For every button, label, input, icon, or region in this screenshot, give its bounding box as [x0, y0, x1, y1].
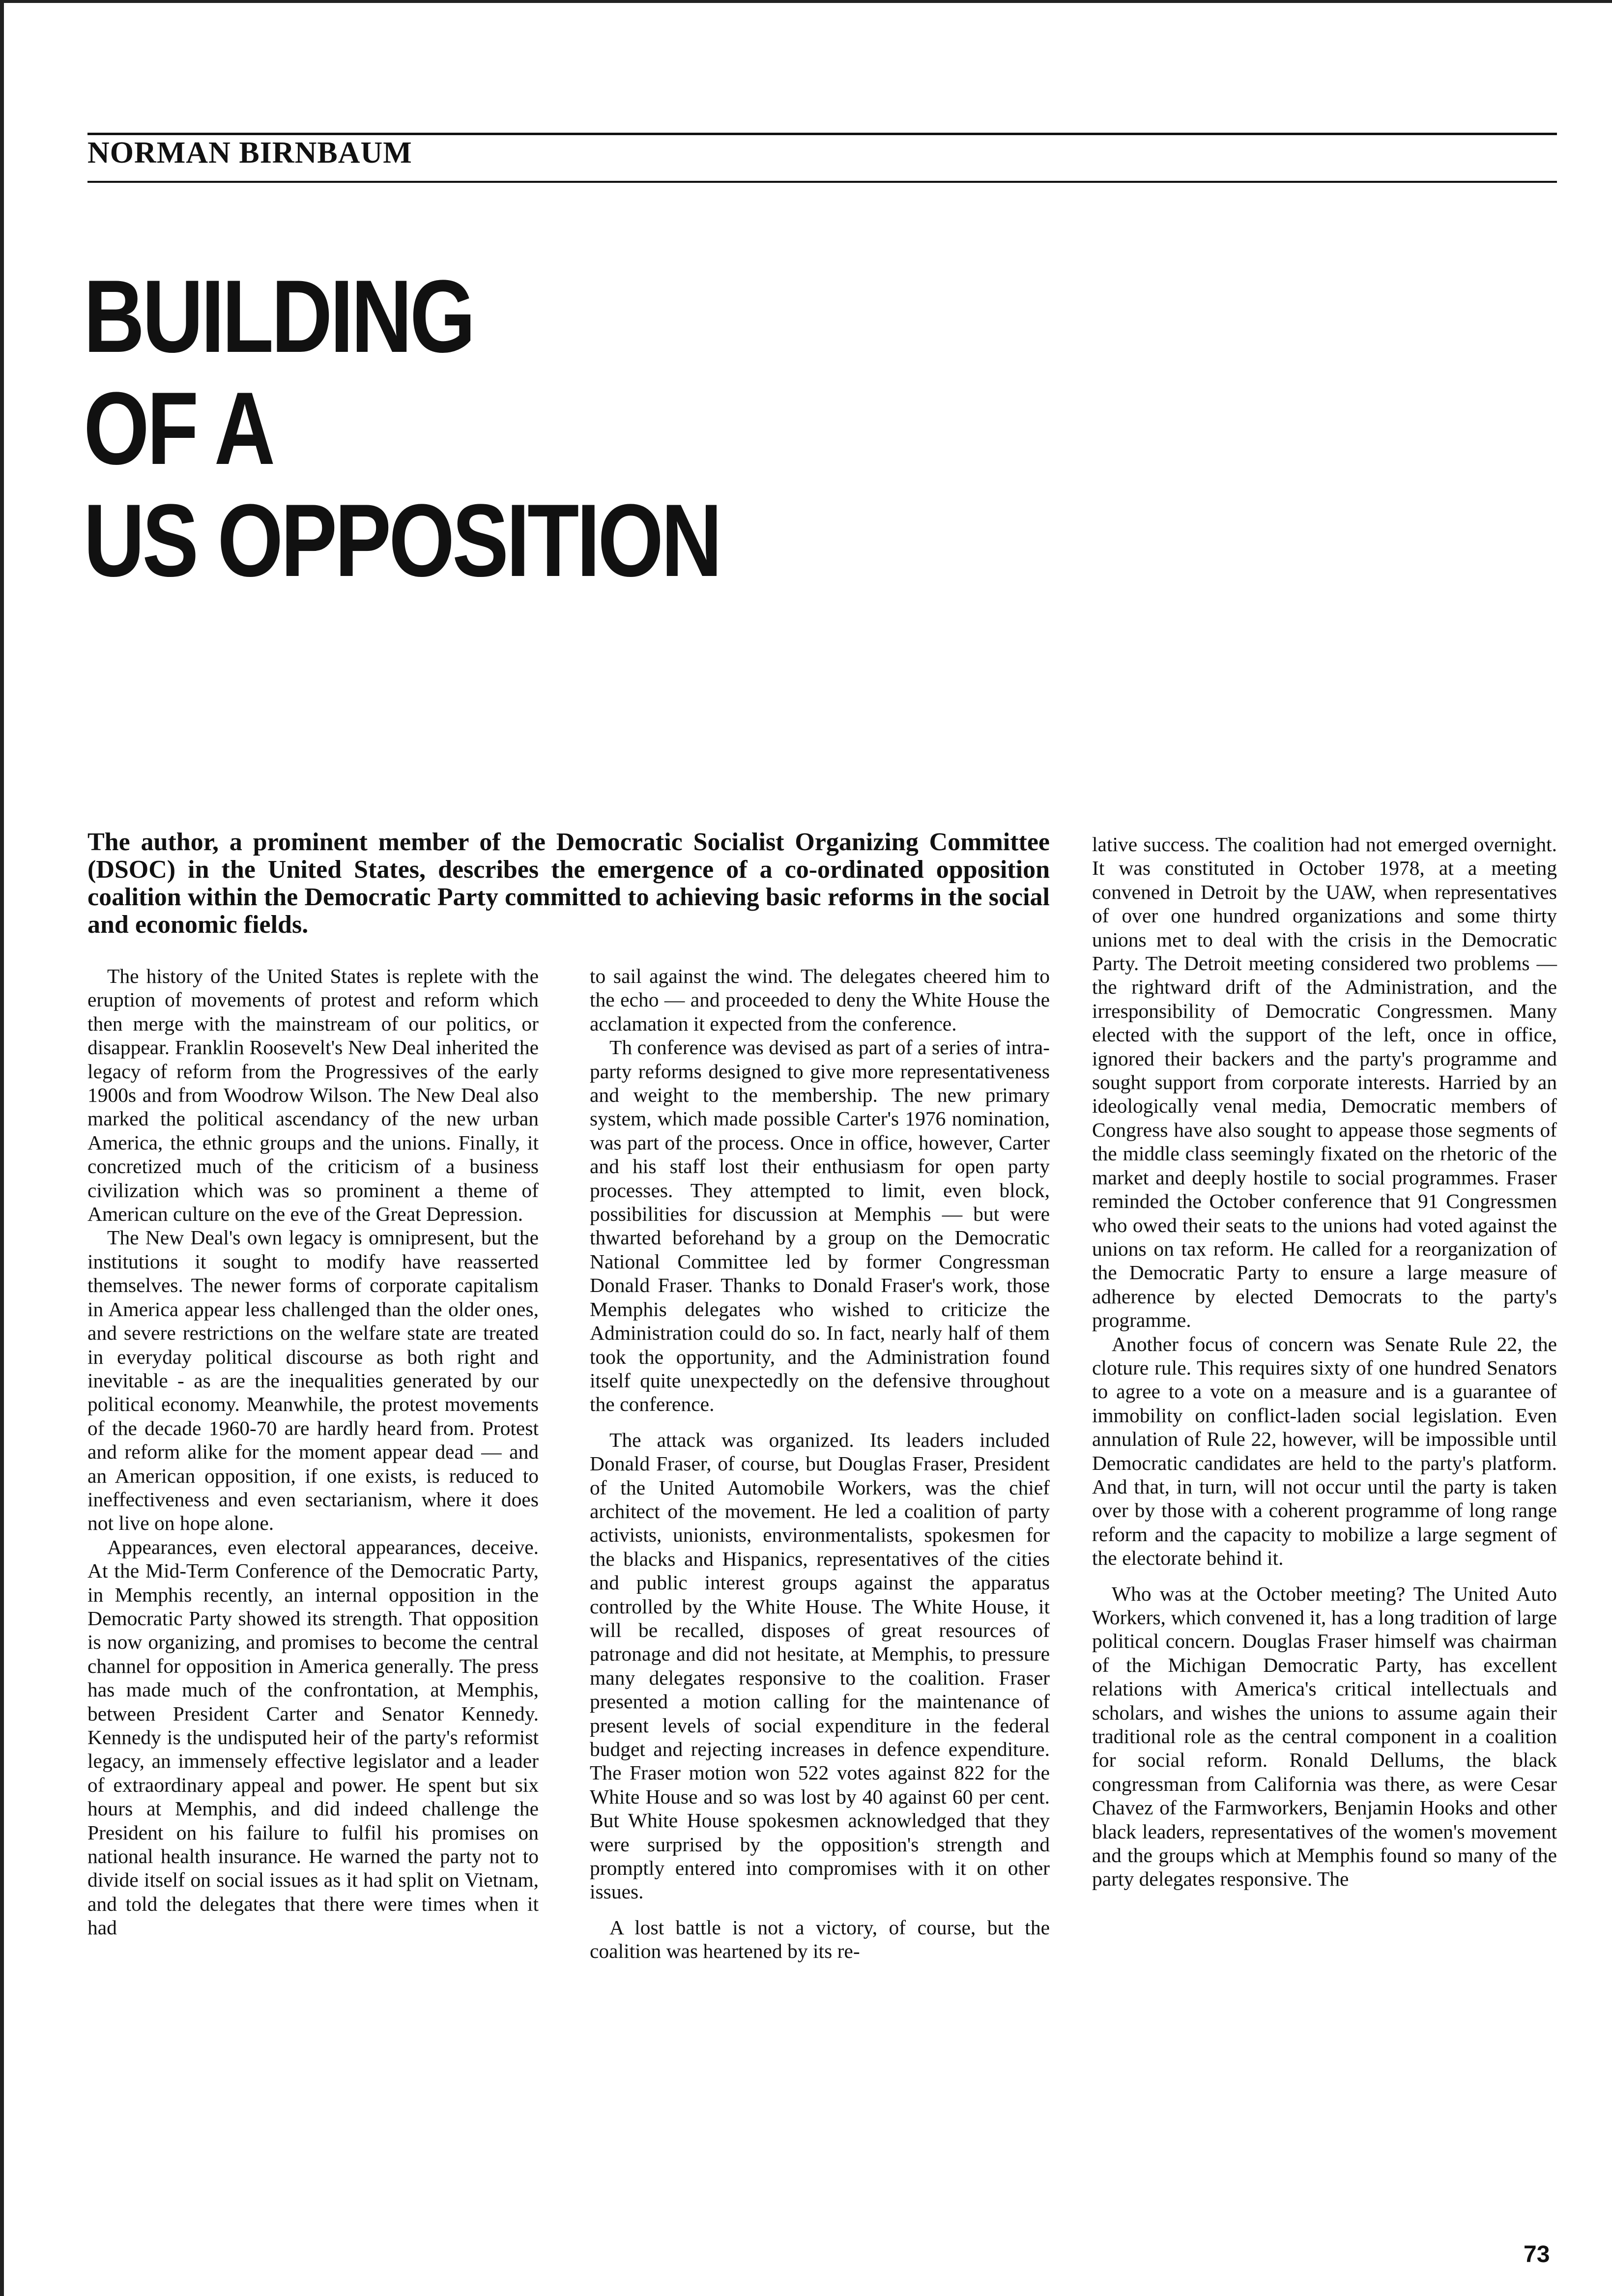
paragraph: The attack was organized. Its leaders included Donald Fraser, of course, but Douglas Fraser, President of the United Automobile Workers, was the chief architect of the movement. He led a coalition of party activists, unionists, environmentalists, spokesmen for the blacks and Hispanics, representatives of the cities and public interest groups against the apparatus controlled by the White House. The White House, it will be recalled, disposes of great resources of patronage and did not hesitate, at Memphis, to pressure many delegates responsive to the coalition. Fraser presented a motion calling for the maintenance of present levels of social expenditure in the federal budget and rejecting increases in defence expenditure. The Fraser motion won 522 votes against 822 for the White House and so was lost by 40 against 60 per cent. But White House spokesmen acknowledged that they were surprised by the opposition's strength and promptly entered into compromises with it on other issues. [590, 1428, 1050, 1903]
page-edge-left [0, 0, 4, 2296]
paragraph: Th conference was devised as part of a series of intra-party reforms designed to give more representativeness and weight to the membership. The new primary system, which made possible Carter's 1976 nomination, was part of the process. Once in office, however, Carter and his staff lost their enthusiasm for open party processes. They attempted to limit, even block, possibilities for discussion at Memphis — but were thwarted beforehand by a group on the Democratic National Committee led by former Congressman Donald Fraser. Thanks to Donald Fraser's work, those Memphis delegates who wished to criticize the Administration could do so. In fact, nearly half of them took the opportunity, and the Administration found itself quite unexpectedly on the defensive throughout the conference. [590, 1036, 1050, 1416]
headline-line-2: OF A [84, 371, 273, 486]
paragraph: Who was at the October meeting? The United Auto Workers, which convened it, has a long tradition of large political concern. Douglas Fraser himself was chairman of the Michigan Democratic Party, has excellent relations with America's critical intellectuals and scholars, and wishes the unions to assume again their traditional role as the central component in a coalition for social reform. Ronald Dellums, the black congressman from California was there, as were Cesar Chavez of the Farmworkers, Benjamin Hooks and other black leaders, representatives of the women's movement and the groups which at Memphis found so many of the party delegates responsive. The [1092, 1582, 1557, 1891]
paragraph: to sail against the wind. The delegates cheered him to the echo — and proceeded to deny the White House the acclamation it expected from the conference. [590, 965, 1050, 1035]
paragraph: A lost battle is not a victory, of course, but the coalition was heartened by its re- [590, 1916, 1050, 1963]
paragraph: Another focus of concern was Senate Rule 22, the cloture rule. This requires sixty of one hundred Senators to agree to a vote on a measure and is a guarantee of immobility on conflict-laden social legislation. Even annulation of Rule 22, however, will be impossible until Democratic candidates are held to the party's platform. And that, in turn, will not occur until the party is taken over by those with a coherent programme of long range reform and the capacity to mobilize a large segment of the electorate behind it. [1092, 1332, 1557, 1570]
page-edge-top [0, 0, 1612, 3]
column-1 [87, 964, 539, 1940]
headline-line-1: BUILDING [84, 258, 473, 374]
paragraph: The history of the United States is replete with the eruption of movements of protest and reform which then merge with the mainstream of our politics, or disappear. Franklin Roosevelt's New Deal inherited the legacy of reform from the Progressives of the early 1900s and from Woodrow Wilson. The New Deal also marked the political ascendancy of the new urban America, the ethnic groups and the unions. Finally, it concretized much of the criticism of a business civilization which was so prominent a theme of American culture on the eve of the Great Depression. [87, 965, 539, 1226]
column-3 [1092, 832, 1557, 1891]
paragraph: lative success. The coalition had not emerged overnight. It was constituted in October 1978, at a meeting convened in Detroit by the UAW, when representatives of over one hundred organizations and some thirty unions met to deal with the crisis in the Democratic Party. The Detroit meeting considered two problems — the rightward drift of the Administration, and the irresponsibility of Democratic Congressmen. Many elected with the support of the left, once in office, ignored their backers and the party's programme and sought support from corporate interests. Harried by an ideologically venal media, Democratic members of Congress have also sought to appease those segments of the middle class seemingly fixated on the rhetoric of the market and deeply hostile to social programmes. Fraser reminded the October conference that 91 Congressmen who owed their seats to the unions had voted against the unions on tax reform. He called for a reorganization of the Democratic Party to ensure a large measure of adherence by elected Democrats to the party's programme. [1092, 833, 1557, 1332]
page-number: 73 [1524, 2241, 1550, 2267]
standfirst: The author, a prominent member of the Democratic Socialist Organizing Committee (DSOC) in the United States, describes the emergence of a co-ordinated opposition coalition within the Democratic Party committed to achieving basic reforms in the social and economic fields. [87, 828, 1050, 939]
paragraph: The New Deal's own legacy is omnipresent, but the institutions it sought to modify have reasserted themselves. The newer forms of corporate capitalism in America appear less challenged than the older ones, and severe restrictions on the welfare state are treated in everyday political discourse as both right and inevitable - as are the inequalities generated by our political economy. Meanwhile, the protest movements of the decade 1960-70 are hardly heard from. Protest and reform alike for the moment appear dead — and an American opposition, if one exists, is reduced to ineffectiveness and even sectarianism, where it does not live on hope alone. [87, 1226, 539, 1535]
article-headline [84, 260, 849, 597]
author-name: NORMAN BIRNBAUM [87, 136, 412, 170]
header-rule-top [87, 133, 1557, 135]
paragraph: Appearances, even electoral appearances, deceive. At the Mid-Term Conference of the Democratic Party, in Memphis recently, an internal opposition in the Democratic Party showed its strength. That opposition is now organizing, and promises to become the central channel for opposition in America generally. The press has made much of the confrontation, at Memphis, between President Carter and Senator Kennedy. Kennedy is the undisputed heir of the party's reformist legacy, an immensely effective legislator and a leader of extraordinary appeal and power. He spent but six hours at Memphis, and did indeed challenge the President on his failure to fulfil his promises on national health insurance. He warned the party not to divide itself on social issues as it had split on Vietnam, and told the delegates that there were times when it had [87, 1535, 539, 1939]
headline-line-3: US OPPOSITION [84, 483, 720, 598]
column-2 [590, 964, 1050, 1963]
header-rule-bottom [87, 181, 1557, 183]
